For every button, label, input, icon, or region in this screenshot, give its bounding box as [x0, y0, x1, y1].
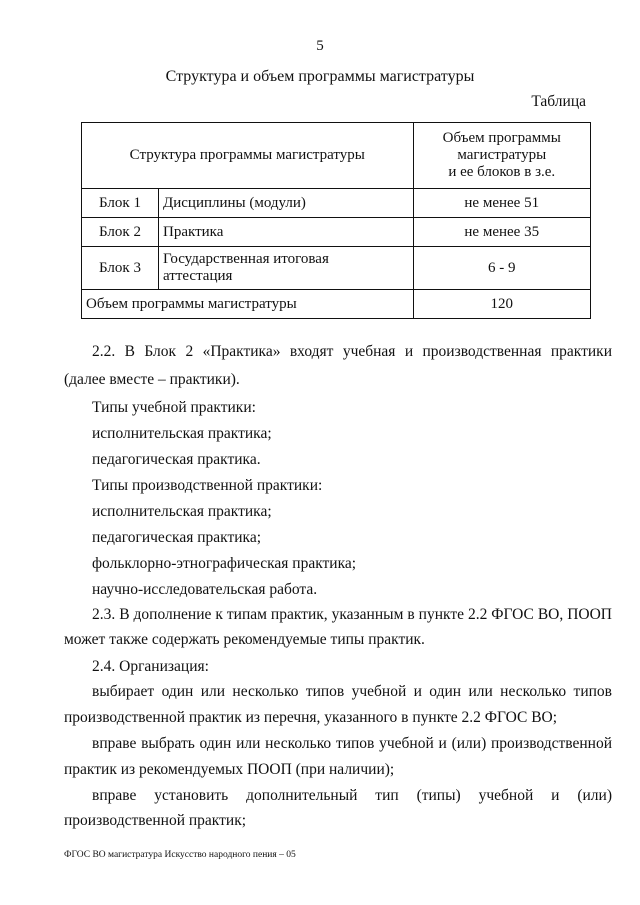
paragraph-heading: 2.4. Организация:	[92, 658, 209, 675]
header-volume-line: и ее блоков в з.е.	[448, 164, 556, 180]
paragraph-line: может также содержать рекомендуемые типы практик.	[64, 631, 425, 648]
paragraph-line: 2.2. В Блок 2 «Практика» входят учебная и производственная практики	[92, 343, 612, 360]
header-structure-cell: Структура программы магистратуры	[82, 123, 414, 189]
paragraph-line: практик из рекомендуемых ПООП (при наличии);	[64, 761, 395, 778]
list-item: педагогическая практика;	[92, 529, 262, 546]
list-item: исполнительская практика;	[92, 503, 272, 520]
block-value-cell: не менее 35	[413, 218, 590, 247]
block-name-cell: Дисциплины (модули)	[159, 189, 414, 218]
table-row	[82, 189, 591, 218]
block-value-cell: не менее 51	[413, 189, 590, 218]
list-heading: Типы производственной практики:	[92, 477, 323, 494]
table-label: Таблица	[531, 93, 586, 110]
block-name-line: аттестация	[163, 268, 233, 284]
section-title: Структура и объем программы магистратуры	[165, 68, 475, 85]
paragraph-line: производственной практик;	[64, 812, 247, 829]
list-item: исполнительская практика;	[92, 425, 272, 442]
block-cell: Блок 2	[82, 218, 159, 247]
block-name-line: Государственная итоговая	[163, 251, 329, 267]
list-item: педагогическая практика.	[92, 451, 261, 468]
block-name-cell	[159, 247, 414, 290]
page-footer: ФГОС ВО магистратура Искусство народного пения – 05	[64, 850, 296, 860]
block-name-cell: Практика	[159, 218, 414, 247]
paragraph-line: производственной практик из перечня, указанного в пункте 2.2 ФГОС ВО;	[64, 709, 558, 726]
header-volume-cell	[413, 123, 590, 189]
page-number: 5	[316, 38, 324, 54]
header-volume-line: Объем программы	[442, 130, 561, 146]
block-cell: Блок 3	[82, 247, 159, 290]
paragraph-line: вправе выбрать один или несколько типов учебной и (или) производственной	[92, 735, 612, 752]
table-header-row	[82, 123, 591, 189]
paragraph-line: 2.3. В дополнение к типам практик, указанным в пункте 2.2 ФГОС ВО, ПООП	[92, 606, 612, 623]
header-volume-line: магистратуры	[457, 147, 547, 163]
table-row	[82, 218, 591, 247]
paragraph-line: (далее вместе – практики).	[64, 371, 240, 388]
total-value-cell: 120	[413, 290, 590, 319]
block-value-cell: 6 - 9	[413, 247, 590, 290]
paragraph-line: выбирает один или несколько типов учебной и один или несколько типов	[92, 683, 612, 700]
program-structure-table	[81, 122, 591, 319]
list-heading: Типы учебной практики:	[92, 399, 256, 416]
paragraph-line: вправе установить дополнительный тип (типы) учебной и (или)	[92, 787, 612, 804]
list-item: научно-исследовательская работа.	[92, 581, 318, 598]
table-row	[82, 247, 591, 290]
table-total-row	[82, 290, 591, 319]
block-cell: Блок 1	[82, 189, 159, 218]
total-label-cell: Объем программы магистратуры	[82, 290, 414, 319]
list-item: фольклорно-этнографическая практика;	[92, 555, 357, 572]
